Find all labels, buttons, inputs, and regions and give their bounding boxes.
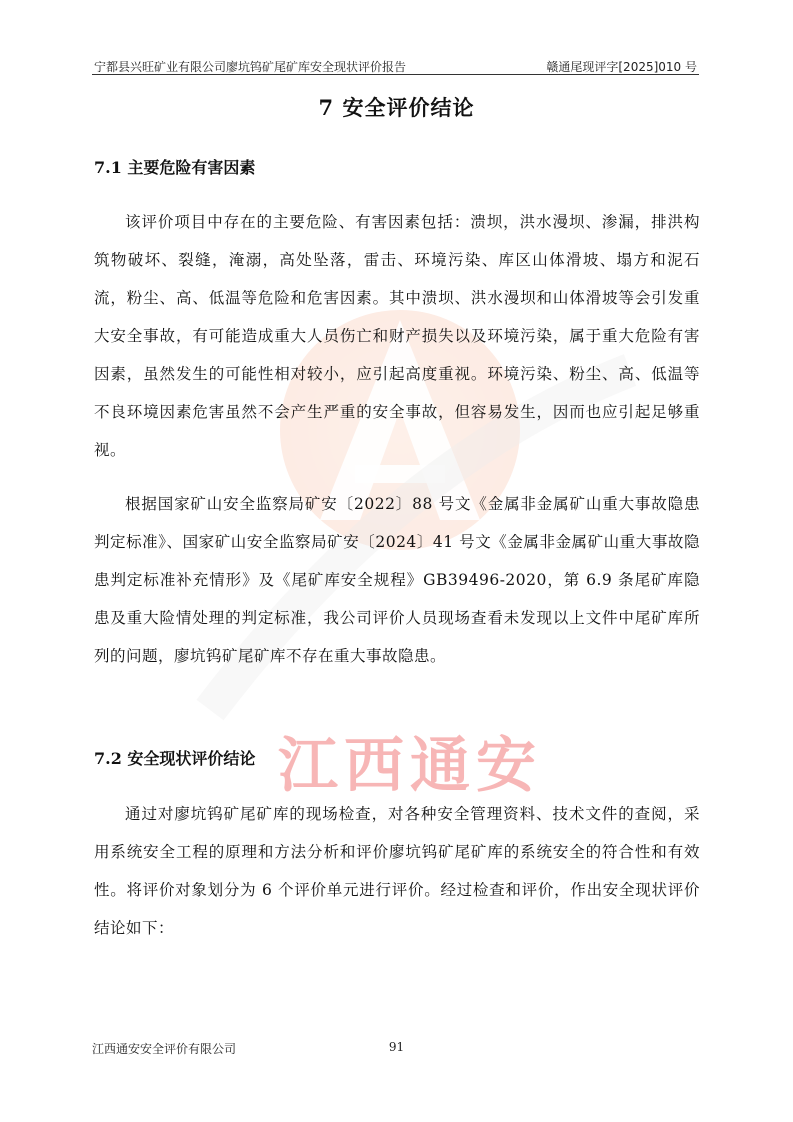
header-divider <box>92 74 699 75</box>
page-number: 91 <box>388 1040 405 1054</box>
chapter-title: 7 安全评价结论 <box>318 95 475 120</box>
header-report-number: 赣通尾现评字[2025]010 号 <box>546 60 697 74</box>
section-heading-7-1: 7.1 主要危险有害因素 <box>94 158 256 177</box>
section-heading-7-2: 7.2 安全现状评价结论 <box>94 749 256 768</box>
header-report-title: 宁都县兴旺矿业有限公司廖坑钨矿尾矿库安全现状评价报告 <box>94 60 407 74</box>
footer-company: 江西通安安全评价有限公司 <box>92 1042 237 1056</box>
paragraph: 该评价项目中存在的主要危险、有害因素包括：溃坝，洪水漫坝、渗漏，排洪构筑物破坏、裂缝，淹溺，高处坠落，雷击、环境污染、库区山体滑坡、塌方和泥石流，粉尘、高、低温等危险和危害因素。其中溃坝、洪水漫坝和山体滑坡等会引发重大安全事故，有可能造成重大人员伤亡和财产损失以及环境污染，属于重大危险有害因素，虽然发生的可能性相对较小，应引起高度重视。环境污染、粉尘、高、低温等不良环境因素危害虽然不会产生严重的安全事故，但容易发生，因而也应引起足够重视。 <box>94 213 700 459</box>
paragraph: 通过对廖坑钨矿尾矿库的现场检查，对各种安全管理资料、技术文件的查阅，采用系统安全工程的原理和方法分析和评价廖坑钨矿尾矿库的系统安全的符合性和有效性。将评价对象划分为 6 个评价单元进行评价。经过检查和评价，作出安全现状评价结论如下： <box>94 805 700 937</box>
watermark-text: 江西通安 <box>278 731 542 801</box>
paragraph: 根据国家矿山安全监察局矿安〔2022〕88 号文《金属非金属矿山重大事故隐患判定标准》、国家矿山安全监察局矿安〔2024〕41 号文《金属非金属矿山重大事故隐患判定标准补充情形》及《尾矿库安全规程》GB39496-2020，第 6.9 条尾矿库隐患及重大险情处理的判定标准，我公司评价人员现场查看未发现以上文件中尾矿库所列的问题，廖坑钨矿尾矿库不存在重大事故隐患。 <box>94 495 700 665</box>
